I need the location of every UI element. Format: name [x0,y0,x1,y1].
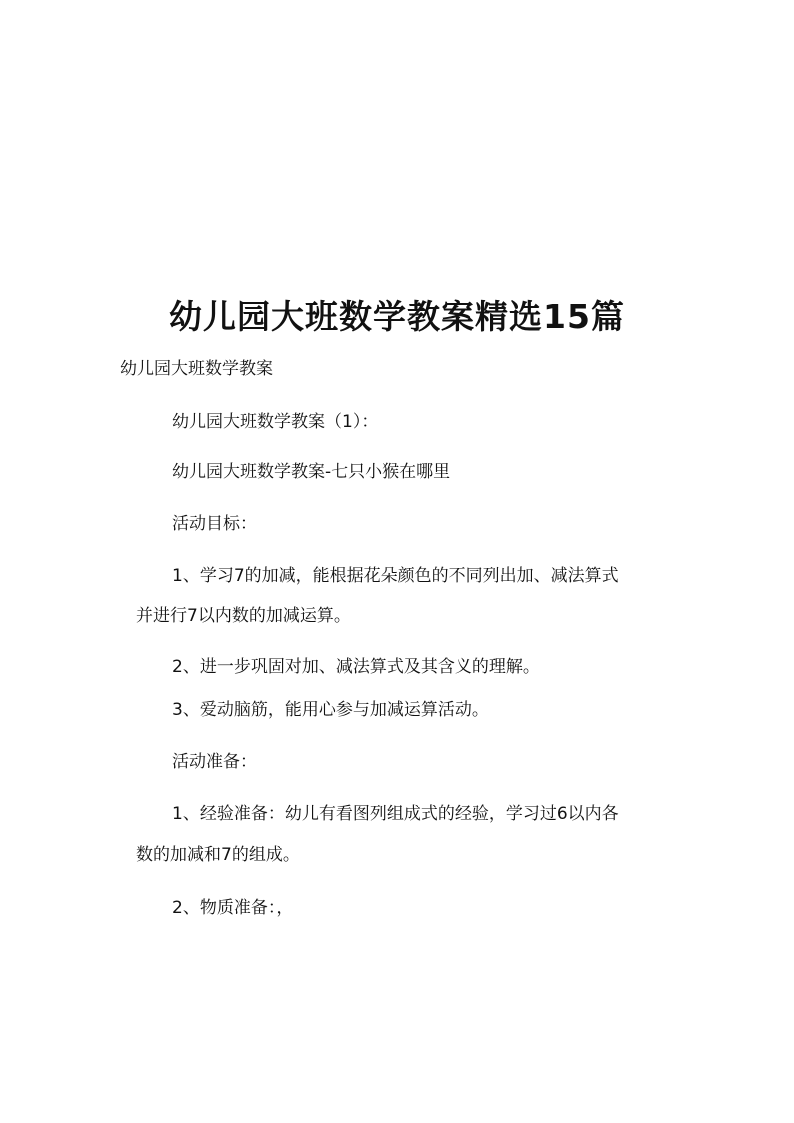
goal-item-1-line-2: 并进行7以内数的加减运算。 [136,606,351,626]
preparation-item-2: 2、物质准备：， [172,898,294,918]
lesson-name: 幼儿园大班数学教案-七只小猴在哪里 [172,462,451,482]
goal-item-2: 2、进一步巩固对加、减法算式及其含义的理解。 [172,657,540,677]
document-subtitle: 幼儿园大班数学教案 [120,359,273,379]
lesson-heading: 幼儿园大班数学教案（1）： [172,412,379,432]
goal-item-1-line-1: 1、学习7的加减，能根据花朵颜色的不同列出加、减法算式 [172,566,619,586]
section-heading-preparation: 活动准备： [172,752,257,772]
goal-item-3: 3、爱动脑筋，能用心参与加减运算活动。 [172,700,489,720]
preparation-item-1-line-1: 1、经验准备：幼儿有看图列组成式的经验，学习过6以内各 [172,804,619,824]
preparation-item-1-line-2: 数的加减和7的组成。 [136,845,300,865]
section-heading-goals: 活动目标： [172,514,257,534]
document-title: 幼儿园大班数学教案精选15篇 [169,297,625,336]
